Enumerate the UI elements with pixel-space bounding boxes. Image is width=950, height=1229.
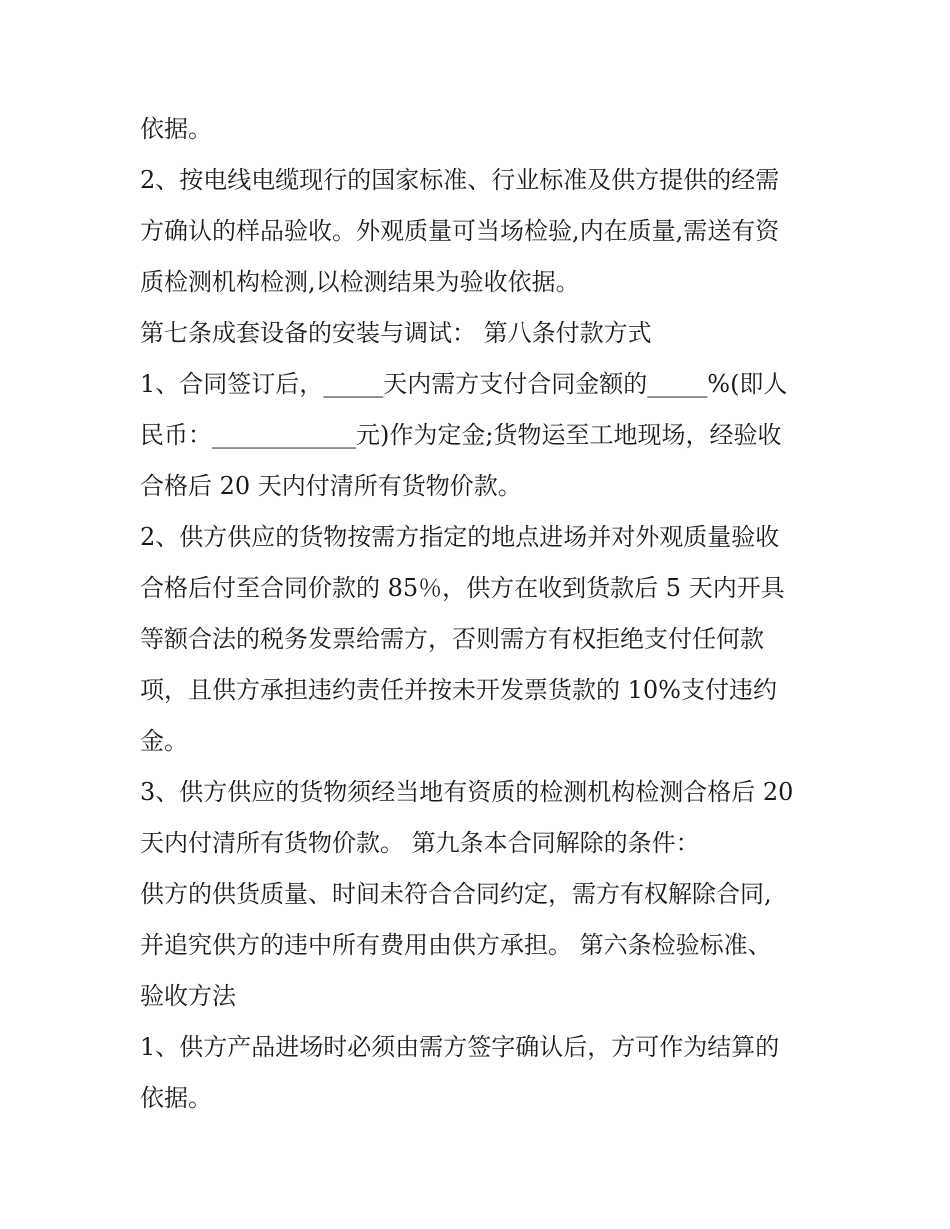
- text-line: 验收方法: [140, 982, 236, 1010]
- text-line: 等额合法的税务发票给需方，否则需方有权拒绝支付任何款: [140, 625, 764, 653]
- text-line: 合格后 20 天内付清所有货物价款。: [140, 472, 522, 500]
- text-line: 质检测机构检测,以检测结果为验收依据。: [140, 268, 580, 296]
- section-heading-line: 第七条成套设备的安装与调试： 第八条付款方式: [140, 319, 652, 347]
- text-line: 3、供方供应的货物须经当地有资质的检测机构检测合格后 20: [140, 778, 794, 806]
- text-line: 供方的供货质量、时间未符合合同约定，需方有权解除合同,: [140, 880, 772, 908]
- text-line: 1、供方产品进场时必须由需方签字确认后，方可作为结算的: [140, 1033, 780, 1061]
- text-line: 金。: [140, 727, 188, 755]
- text-line: 并追究供方的违中所有费用由供方承担。 第六条检验标准、: [140, 931, 772, 959]
- text-line: 合格后付至合同价款的 85％，供方在收到货款后 5 天内开具: [140, 574, 785, 602]
- text-line: 2、按电线电缆现行的国家标准、行业标准及供方提供的经需: [140, 166, 780, 194]
- text-line: 1、合同签订后，_____天内需方支付合同金额的_____%(即人: [140, 370, 788, 398]
- text-line: 依据。: [140, 1084, 212, 1112]
- text-line: 民币：____________元)作为定金;货物运至工地现场，经验收: [140, 421, 782, 449]
- document-body: [140, 104, 820, 1124]
- text-line: 天内付清所有货物价款。 第九条本合同解除的条件：: [140, 829, 700, 857]
- text-line: 依据。: [140, 115, 212, 143]
- text-line: 方确认的样品验收。外观质量可当场检验,内在质量,需送有资: [140, 217, 780, 245]
- text-line: 项，且供方承担违约责任并按未开发票货款的 10%支付违约: [140, 676, 777, 704]
- text-line: 2、供方供应的货物按需方指定的地点进场并对外观质量验收: [140, 523, 780, 551]
